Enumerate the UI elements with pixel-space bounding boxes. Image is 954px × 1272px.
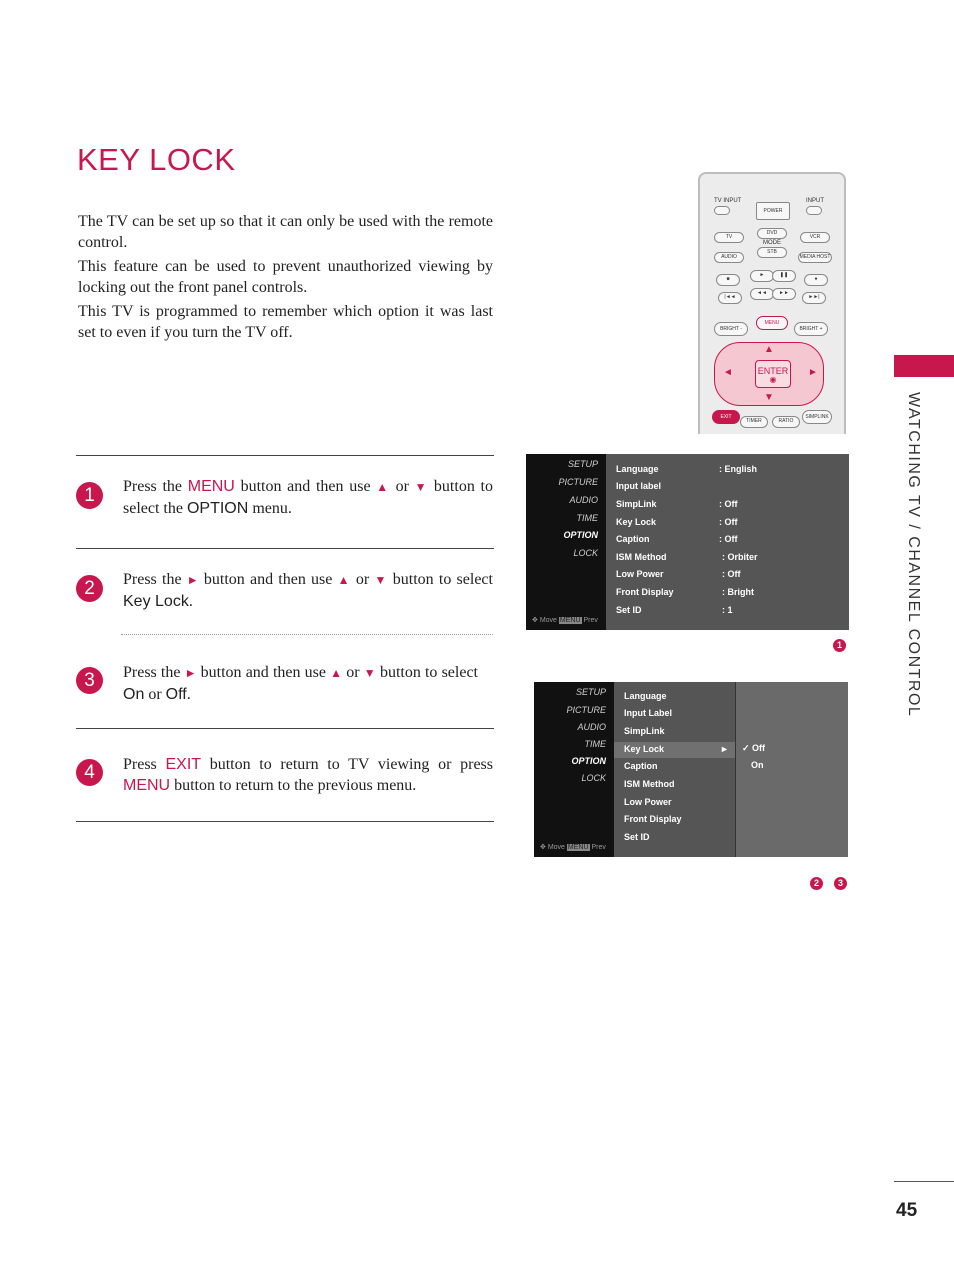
- option-value: : Off: [722, 569, 741, 579]
- option-row-key-lock[interactable]: Key Lock: [616, 517, 657, 527]
- intro-paragraph: This feature can be used to prevent unauthorized viewing by locking out the front panel controls.: [78, 258, 493, 296]
- step-number: 2: [76, 575, 103, 602]
- page-number: 45: [896, 1200, 918, 1221]
- option-value: : Off: [719, 517, 738, 527]
- menu-item-time[interactable]: TIME: [584, 739, 606, 749]
- page-title: KEY LOCK: [77, 142, 236, 177]
- enter-dot-icon: ◉: [769, 375, 777, 384]
- stb-mode-button[interactable]: STB: [757, 247, 787, 258]
- osd-main-menu: [534, 682, 614, 857]
- ratio-button[interactable]: RATIO: [772, 416, 800, 428]
- menu-item-picture[interactable]: PICTURE: [566, 705, 606, 715]
- option-row-input-label[interactable]: Input Label: [624, 708, 672, 718]
- option-row-key-lock[interactable]: Key Lock: [624, 744, 665, 754]
- up-arrow-icon: ▲: [337, 573, 351, 587]
- key-lock-key: Key Lock: [123, 593, 189, 610]
- option-value: : Orbiter: [722, 552, 758, 562]
- move-icon: ✥: [540, 844, 546, 851]
- step-3-text: Press the ► button and then use ▲ or ▼ button to select On or Off.: [123, 664, 478, 703]
- intro-paragraph: This TV is programmed to remember which option it was last set to even if you turn the TV off.: [78, 303, 493, 341]
- option-row-caption[interactable]: Caption: [624, 761, 658, 771]
- osd-screen-key-lock: [534, 682, 848, 857]
- exit-key: EXIT: [165, 756, 202, 773]
- move-icon: ✥: [532, 617, 538, 624]
- direction-pad: [714, 342, 824, 406]
- menu-tag: MENU: [567, 844, 589, 851]
- option-value: : 1: [722, 605, 733, 615]
- option-row-ism-method[interactable]: ISM Method: [624, 779, 675, 789]
- down-arrow-icon[interactable]: ▼: [764, 392, 774, 403]
- option-row-input-label[interactable]: Input label: [616, 481, 661, 491]
- menu-item-setup[interactable]: SETUP: [567, 459, 598, 469]
- bright-minus-button[interactable]: BRIGHT -: [714, 322, 748, 336]
- menu-tag: MENU: [559, 617, 581, 624]
- vcr-mode-button[interactable]: VCR: [800, 232, 830, 243]
- menu-item-lock[interactable]: LOCK: [573, 548, 598, 558]
- option-row-language[interactable]: Language: [616, 464, 659, 474]
- option-value: : English: [719, 464, 757, 474]
- option-row-language[interactable]: Language: [624, 691, 667, 701]
- step-2-text: Press the ► button and then use ▲ or ▼ button to select Key Lock.: [123, 571, 493, 610]
- fast-forward-button[interactable]: ►►: [772, 288, 796, 300]
- osd-hint: ✥ Move MENU Prev: [540, 844, 606, 851]
- play-button[interactable]: ►: [750, 270, 774, 282]
- rewind-button[interactable]: ◄◄: [750, 288, 774, 300]
- power-button[interactable]: POWER: [756, 202, 790, 220]
- dvd-mode-button[interactable]: DVD: [757, 228, 787, 239]
- timer-button[interactable]: TIMER: [740, 416, 768, 428]
- menu-item-audio[interactable]: AUDIO: [577, 722, 606, 732]
- option-row-ism-method[interactable]: ISM Method: [616, 552, 667, 562]
- pause-button[interactable]: ❚❚: [772, 270, 796, 282]
- exit-button[interactable]: EXIT: [712, 410, 740, 424]
- down-arrow-icon: ▼: [374, 573, 388, 587]
- intro-text: [78, 212, 493, 347]
- menu-item-lock[interactable]: LOCK: [581, 773, 606, 783]
- right-arrow-icon: ►: [186, 573, 199, 587]
- option-row-front-display[interactable]: Front Display: [616, 587, 674, 597]
- mode-label: MODE: [763, 240, 781, 246]
- option-key: OPTION: [186, 500, 249, 517]
- step-4-text: Press EXIT button to return to TV viewing or press MENU button to return to the previous menu.: [123, 756, 493, 794]
- simplink-button[interactable]: SIMPLINK: [802, 410, 832, 424]
- menu-button[interactable]: MENU: [756, 316, 788, 330]
- option-row-low-power[interactable]: Low Power: [624, 797, 672, 807]
- divider: [76, 821, 494, 822]
- option-row-simplink[interactable]: SimpLink: [616, 499, 657, 509]
- menu-item-option[interactable]: OPTION: [563, 530, 598, 540]
- off-key: Off: [165, 686, 187, 703]
- divider: [76, 548, 494, 549]
- option-row-low-power[interactable]: Low Power: [616, 569, 664, 579]
- key-lock-submenu: [735, 682, 848, 857]
- osd-hint: ✥ Move MENU Prev: [532, 617, 598, 624]
- input-button[interactable]: [806, 206, 822, 215]
- input-label: INPUT: [806, 198, 824, 204]
- remote-control-illustration: [698, 172, 846, 434]
- step-number: 3: [76, 667, 103, 694]
- option-value: : Off: [719, 499, 738, 509]
- option-row-simplink[interactable]: SimpLink: [624, 726, 665, 736]
- screen-marker: 1: [833, 639, 846, 652]
- on-key: On: [123, 686, 145, 703]
- bright-plus-button[interactable]: BRIGHT +: [794, 322, 828, 336]
- option-row-front-display[interactable]: Front Display: [624, 814, 682, 824]
- record-button[interactable]: ●: [804, 274, 828, 286]
- osd-screen-option-menu: [526, 454, 849, 630]
- osd-option-list: [614, 682, 735, 857]
- step-number: 4: [76, 759, 103, 786]
- step-number: 1: [76, 482, 103, 509]
- option-row-set-id[interactable]: Set ID: [616, 605, 642, 615]
- screen-marker: 2: [810, 877, 823, 890]
- audio-mode-button[interactable]: AUDIO: [714, 252, 744, 263]
- submenu-option-off[interactable]: ✓ Off: [742, 743, 766, 753]
- divider: [121, 634, 493, 635]
- left-arrow-icon[interactable]: ◄: [723, 367, 733, 378]
- down-arrow-icon: ▼: [363, 666, 376, 680]
- skip-forward-button[interactable]: ►►|: [802, 292, 826, 304]
- option-row-set-id[interactable]: Set ID: [624, 832, 650, 842]
- menu-item-audio[interactable]: AUDIO: [569, 495, 598, 505]
- stop-button[interactable]: ■: [716, 274, 740, 286]
- section-title: WATCHING TV / CHANNEL CONTROL: [905, 392, 922, 718]
- media-host-button[interactable]: MEDIA HOST: [798, 252, 832, 263]
- right-arrow-icon: ►: [720, 744, 729, 754]
- option-value: : Off: [719, 534, 738, 544]
- menu-key: MENU: [187, 478, 235, 495]
- tv-mode-button[interactable]: TV: [714, 232, 744, 243]
- submenu-option-on[interactable]: On: [751, 760, 764, 770]
- down-arrow-icon: ▼: [414, 480, 429, 494]
- right-arrow-icon[interactable]: ►: [808, 367, 818, 378]
- page-divider: [894, 1181, 954, 1182]
- menu-item-time[interactable]: TIME: [576, 513, 598, 523]
- up-arrow-icon[interactable]: ▲: [764, 344, 774, 355]
- divider: [76, 728, 494, 729]
- menu-item-option[interactable]: OPTION: [571, 756, 606, 766]
- step-1-text: Press the MENU button and then use ▲ or ▼ button to select the OPTION menu.: [123, 478, 493, 517]
- osd-option-list: [606, 454, 849, 630]
- menu-key: MENU: [123, 777, 171, 794]
- up-arrow-icon: ▲: [376, 480, 390, 494]
- screen-marker: 3: [834, 877, 847, 890]
- tv-input-label: TV INPUT: [714, 198, 742, 204]
- osd-main-menu: [526, 454, 606, 630]
- divider: [76, 455, 494, 456]
- skip-back-button[interactable]: |◄◄: [718, 292, 742, 304]
- right-arrow-icon: ►: [184, 666, 197, 680]
- intro-paragraph: The TV can be set up so that it can only be used with the remote control.: [78, 213, 493, 251]
- option-row-caption[interactable]: Caption: [616, 534, 650, 544]
- menu-item-picture[interactable]: PICTURE: [558, 477, 598, 487]
- section-tab: [894, 355, 954, 377]
- up-arrow-icon: ▲: [330, 666, 343, 680]
- option-value: : Bright: [722, 587, 754, 597]
- tv-input-button[interactable]: [714, 206, 730, 215]
- enter-button[interactable]: ENTER ◉: [755, 360, 791, 388]
- menu-item-setup[interactable]: SETUP: [575, 687, 606, 697]
